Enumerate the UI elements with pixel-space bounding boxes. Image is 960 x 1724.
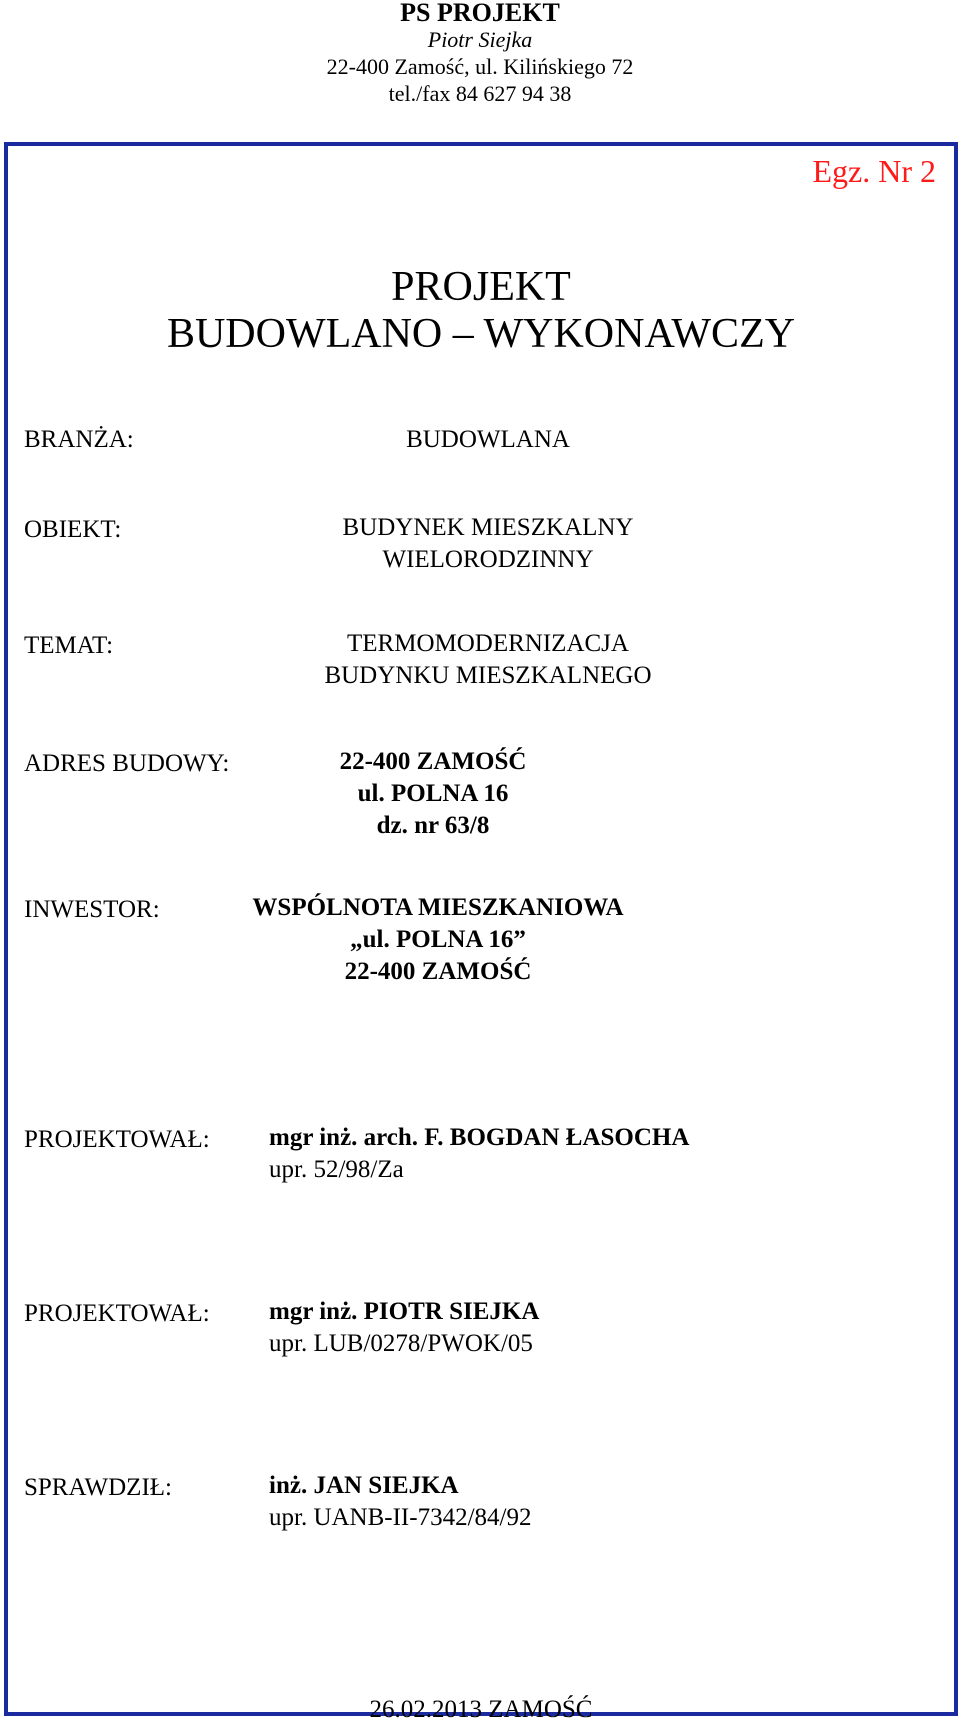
inwestor-line-1: WSPÓLNOTA MIESZKANIOWA <box>252 894 624 921</box>
company-address: 22-400 Zamość, ul. Kilińskiego 72 <box>326 54 634 79</box>
projektowal-2-label: PROJEKTOWAŁ: <box>24 1300 210 1327</box>
temat-label: TEMAT: <box>24 632 114 659</box>
company-header <box>0 0 960 107</box>
projektowal-1-label: PROJEKTOWAŁ: <box>24 1126 210 1153</box>
temat-value <box>238 628 738 692</box>
title-page-frame <box>4 142 958 1723</box>
date-place: 26.02.2013 ZAMOŚĆ <box>369 1696 593 1723</box>
copy-number: Egz. Nr 2 <box>812 153 936 189</box>
inwestor-line-2: „ul. POLNA 16” <box>350 926 526 953</box>
title-line-1: PROJEKT <box>391 264 571 310</box>
obiekt-line-1: BUDYNEK MIESZKALNY <box>342 514 634 541</box>
sprawdzil-value <box>269 1470 531 1534</box>
company-phone: tel./fax 84 627 94 38 <box>388 81 572 106</box>
adres-line-2: ul. POLNA 16 <box>357 780 509 807</box>
company-name: PS PROJEKT <box>400 0 560 27</box>
adres-line-1: 22-400 ZAMOŚĆ <box>339 748 527 775</box>
company-person: Piotr Siejka <box>427 27 533 52</box>
inwestor-value <box>228 892 648 988</box>
obiekt-value <box>238 512 738 576</box>
projektowal-2-name: mgr inż. PIOTR SIEJKA <box>269 1298 540 1325</box>
obiekt-label: OBIEKT: <box>24 516 122 543</box>
sprawdzil-label: SPRAWDZIŁ: <box>24 1474 172 1501</box>
temat-line-1: TERMOMODERNIZACJA <box>347 630 629 657</box>
projektowal-2-license: upr. LUB/0278/PWOK/05 <box>269 1330 533 1357</box>
obiekt-line-2: WIELORODZINNY <box>382 546 594 573</box>
adres-line-3: dz. nr 63/8 <box>376 812 490 839</box>
inwestor-label: INWESTOR: <box>24 896 160 923</box>
document-title <box>8 264 954 358</box>
projektowal-1-license: upr. 52/98/Za <box>269 1156 404 1183</box>
projektowal-1-value <box>269 1122 689 1186</box>
adres-value <box>258 746 608 842</box>
branza-value: BUDOWLANA <box>406 426 570 453</box>
sprawdzil-name: inż. JAN SIEJKA <box>269 1472 459 1499</box>
inwestor-line-3: 22-400 ZAMOŚĆ <box>344 958 532 985</box>
projektowal-2-value <box>269 1296 539 1360</box>
sprawdzil-license: upr. UANB-II-7342/84/92 <box>269 1504 532 1531</box>
branza-label: BRANŻA: <box>24 426 134 453</box>
title-line-2: BUDOWLANO – WYKONAWCZY <box>166 311 796 357</box>
temat-line-2: BUDYNKU MIESZKALNEGO <box>324 662 652 689</box>
projektowal-1-name: mgr inż. arch. F. BOGDAN ŁASOCHA <box>269 1124 690 1151</box>
adres-label: ADRES BUDOWY: <box>24 750 230 777</box>
